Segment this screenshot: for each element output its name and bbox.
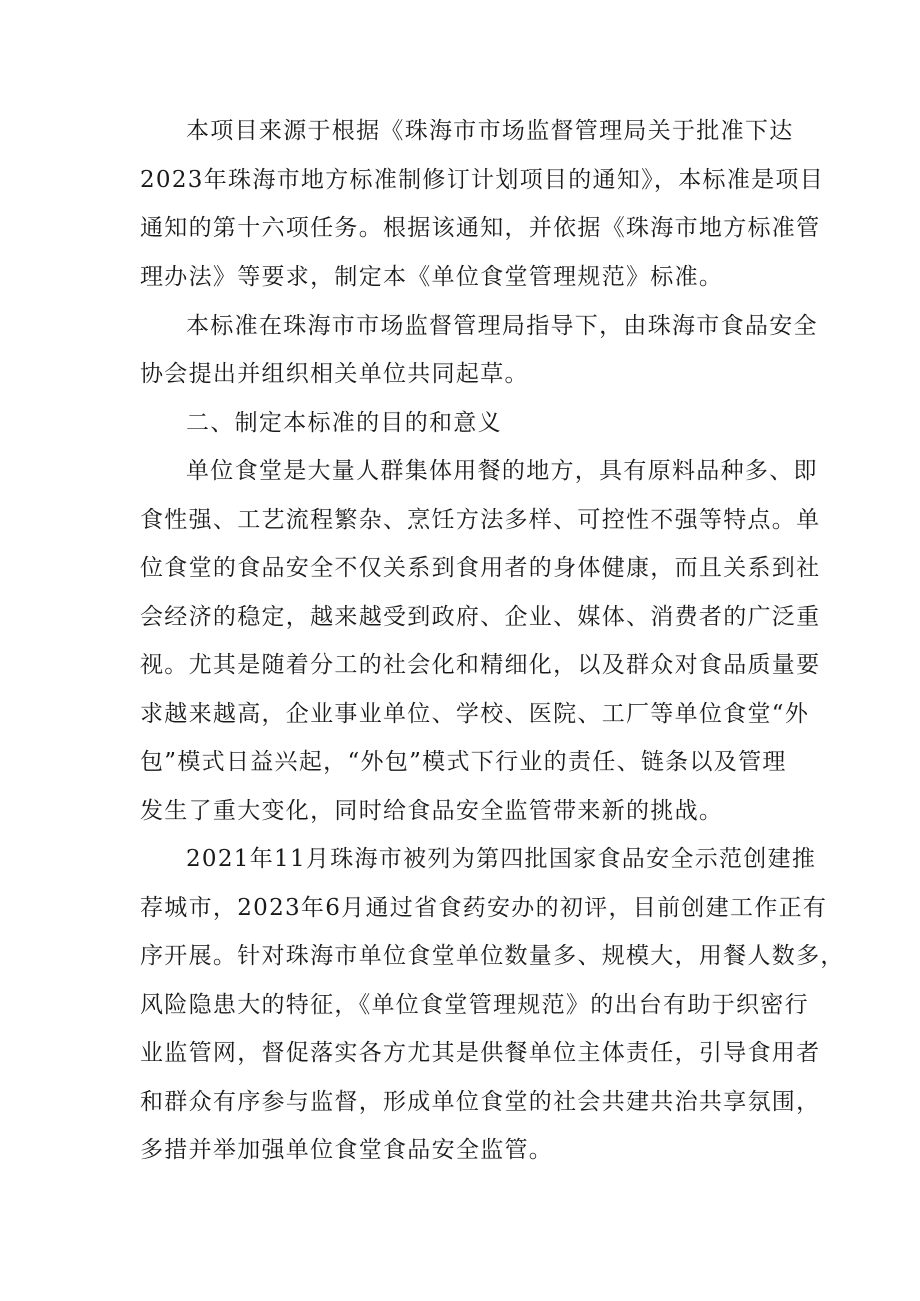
text-line-20: 业监管网，督促落实各方尤其是供餐单位主体责任，引导食用者: [140, 1040, 821, 1066]
text-line-5: 本标准在珠海市市场监督管理局指导下，由珠海市食品安全: [186, 313, 818, 339]
text-line-1: 本项目来源于根据《珠海市市场监督管理局关于批准下达: [186, 118, 794, 144]
text-line-22: 多措并举加强单位食堂食品安全监管。: [140, 1137, 554, 1163]
text-line-15: 发生了重大变化，同时给食品安全监管带来新的挑战。: [140, 798, 724, 824]
text-line-18: 序开展。针对珠海市单位食堂单位数量多、规模大，用餐人数多，: [140, 943, 845, 969]
text-line-13: 求越来越高，企业事业单位、学校、医院、工厂等单位食堂“外: [140, 701, 810, 727]
text-line-16: 2021年11月珠海市被列为第四批国家食品安全示范创建推: [186, 846, 817, 872]
section-heading: 二、制定本标准的目的和意义: [186, 410, 502, 436]
text-line-14: 包”模式日益兴起，“外包”模式下行业的责任、链条以及管理: [140, 749, 787, 775]
text-line-21: 和群众有序参与监督，形成单位食堂的社会共建共治共享氛围，: [140, 1089, 821, 1115]
text-line-19: 风险隐患大的特征，《单位食堂管理规范》的出台有助于织密行: [140, 992, 809, 1018]
text-line-3: 通知的第十六项任务。根据该通知，并依据《珠海市地方标准管: [140, 215, 821, 241]
text-line-9: 食性强、工艺流程繁杂、烹饪方法多样、可控性不强等特点。单: [140, 507, 821, 533]
text-line-10: 位食堂的食品安全不仅关系到食用者的身体健康，而且关系到社: [140, 555, 821, 581]
text-line-17: 荐城市，2023年6月通过省食药安办的初评，目前创建工作正有: [140, 895, 828, 921]
text-line-8: 单位食堂是大量人群集体用餐的地方，具有原料品种多、即: [186, 458, 818, 484]
text-line-6: 协会提出并组织相关单位共同起草。: [140, 361, 529, 387]
text-line-2: 2023年珠海市地方标准制修订计划项目的通知》，本标准是项目: [140, 167, 825, 193]
text-line-4: 理办法》等要求，制定本《单位食堂管理规范》标准。: [140, 264, 724, 290]
text-line-12: 视。尤其是随着分工的社会化和精细化，以及群众对食品质量要: [140, 652, 821, 678]
text-line-11: 会经济的稳定，越来越受到政府、企业、媒体、消费者的广泛重: [140, 604, 821, 630]
